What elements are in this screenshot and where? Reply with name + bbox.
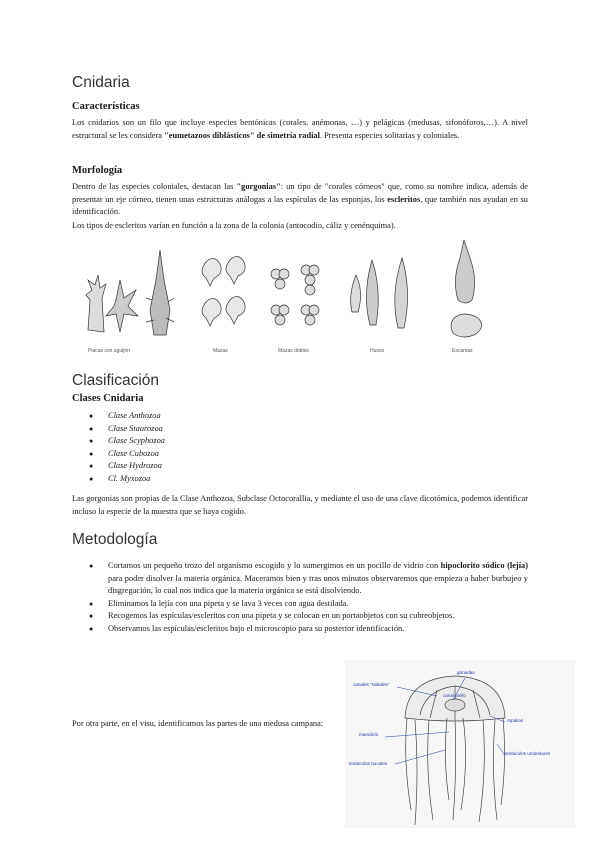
list-item-text: Clase Hydrozoa: [108, 461, 162, 471]
list-item-text: Recogemos las espículas/escleritos con una pipeta y se colocan en un portaobjetos con su cubreobjetos.: [108, 611, 455, 621]
text-run: , que también nos ayudan en su identificación.: [72, 194, 528, 217]
bullet-icon: ●: [89, 449, 94, 458]
sclerites-figure: [80, 240, 490, 358]
list-item: [72, 423, 528, 436]
label-tentaculos-bucales: tentáculos bucales: [349, 761, 388, 766]
section-title-clasificacion: Clasificación: [72, 372, 160, 389]
list-item: [72, 460, 528, 473]
paragraph-gorgonias: Las gorgonias son propias de la Clase Anthozoa, Subclase Octocorallia, y mediante el uso de una clave dicotómica, podemos identificar incluso la especie de la muestra que se haya cogido.: [72, 494, 528, 516]
label-canales-radiales: canales "radiales": [353, 682, 390, 687]
list-item-text: Clase Cubozoa: [108, 448, 159, 458]
text-run: Dentro de las especies coloniales, destacan las: [72, 182, 237, 191]
list-item-text: Cl. Myxozoa: [108, 473, 151, 483]
paragraph-caracteristicas: [72, 117, 528, 142]
list-item-text: Clase Staurozoa: [108, 423, 163, 433]
bullet-icon: ●: [89, 437, 94, 446]
list-item: [72, 598, 528, 611]
list-item: [72, 623, 528, 636]
clases-list: [72, 410, 528, 486]
metodologia-list: [72, 560, 528, 636]
caption-mazas: Mazas: [213, 348, 228, 354]
list-item-text: Eliminamos la lejía con una pipeta y se lava 3 veces con agua destilada.: [108, 598, 349, 608]
sclerites-illustration: [80, 240, 490, 350]
list-item: [72, 473, 528, 486]
heading-morfologia: Morfología: [72, 165, 123, 176]
bullet-icon: ●: [89, 474, 94, 483]
bullet-icon: ●: [89, 462, 94, 471]
bullet-icon: ●: [89, 562, 94, 570]
caption-placas: Placas con aguijón: [88, 348, 130, 354]
caption-husos: Husos: [370, 348, 385, 354]
text-bold: hipoclorito sódico (lejía): [440, 561, 529, 570]
list-item: [72, 560, 528, 598]
bullet-icon: ●: [89, 412, 94, 420]
bullet-icon: ●: [89, 624, 94, 633]
jellyfish-diagram: [345, 660, 575, 828]
section-title-metodologia: Metodología: [72, 531, 158, 548]
label-canal-anillo: canal anillo: [443, 693, 466, 698]
heading-caracteristicas: Características: [72, 101, 140, 112]
list-item: [72, 410, 528, 423]
bullet-icon: ●: [89, 424, 94, 433]
label-tentaculos-umbrelares: tentáculos umbrelares: [505, 751, 551, 756]
text-run: Los cnidarios son un filo que incluye especies bentónicas (corales, anémonas, …) y pelágicas (medusas, sifonóforos,…). A nivel estructural se les considera: [72, 118, 528, 140]
list-item: [72, 448, 528, 461]
bullet-icon: ●: [89, 612, 94, 621]
paragraph-medusa: Por otra parte, en el visu, identificamos las partes de una medusa campana:: [72, 719, 324, 728]
list-item-text: Clase Anthozoa: [108, 411, 161, 420]
text-run: . Presenta especies solitarias y coloniales.: [319, 130, 460, 140]
text-run: Cortamos un pequeño trozo del organismo escogido y lo sumergimos en un pocillo de vidrio con: [108, 561, 441, 570]
heading-clases-cnidaria: Clases Cnidaria: [72, 393, 144, 404]
list-item: [72, 435, 528, 448]
caption-mazas-dobles: Mazas dobles: [278, 348, 309, 354]
text-bold: escleritos: [387, 194, 421, 204]
caption-escamas: Escamas: [452, 348, 473, 354]
list-item-text: Observamos las espículas/escleritos bajo el microscopio para su posterior identificación.: [108, 623, 405, 633]
label-manubrio: manubrio: [359, 732, 379, 737]
text-run: para poder disolver la materia orgánica. Maceramos bien y tras unos minutos observaremos que empieza a haber burbujeo y disgregación, lo cual nos indica que la materia orgánica se está disolviendo.: [108, 573, 528, 596]
label-ropalias: ropalias: [507, 718, 524, 723]
paragraph-morfologia: [72, 181, 528, 219]
label-gonadas: gónadas: [457, 670, 475, 675]
text-bold: "eumetazoos diblásticos" de simetría radial: [164, 130, 320, 140]
text-bold: "gorgonias": [236, 182, 281, 191]
list-item: [72, 610, 528, 623]
paragraph-esclerito-tipos: Los tipos de escleritos varían en función a la zona de la colonia (antocodio, cáliz y cenénquima).: [72, 221, 396, 230]
bullet-icon: ●: [89, 599, 94, 608]
list-item-text: Clase Scyphozoa: [108, 436, 165, 446]
section-title-cnidaria: Cnidaria: [72, 74, 130, 91]
text-run: : un tipo de "corales córneos" que, como su nombre indica, además de presentar un eje córneo, tienen unas estructuras análogas a las espículas de las esponjas, los: [72, 182, 528, 204]
